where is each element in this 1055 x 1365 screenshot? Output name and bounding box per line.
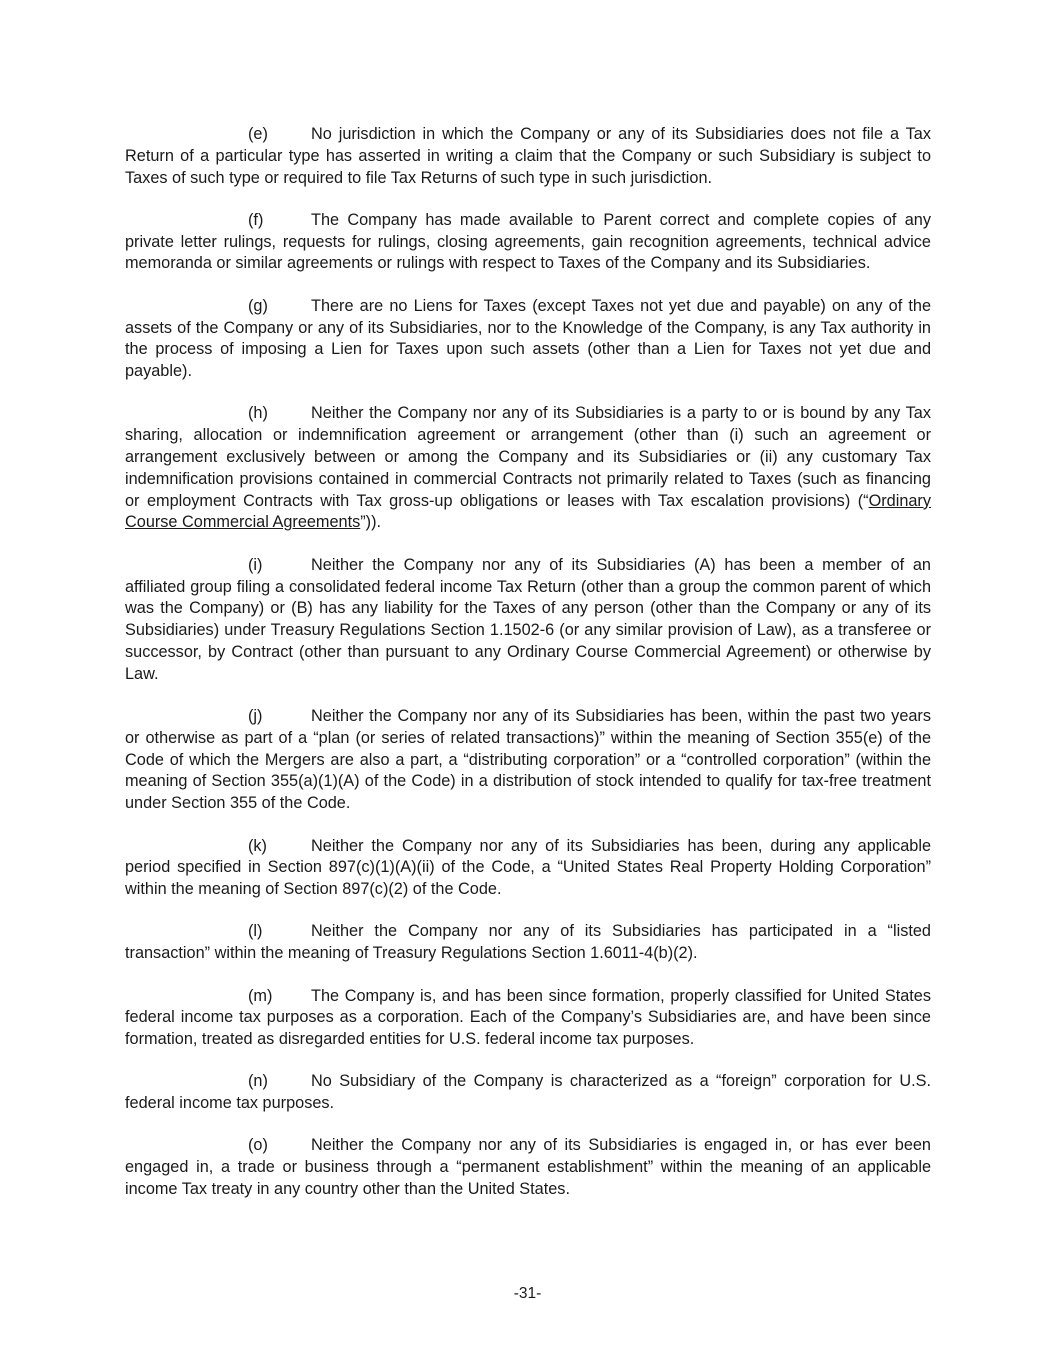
paragraph-m	[125, 986, 931, 1051]
paragraph-h	[125, 403, 931, 534]
paragraph-label: (h)	[248, 404, 268, 423]
paragraph-label: (i)	[248, 555, 263, 574]
paragraph-f	[125, 210, 931, 275]
paragraph-label: (j)	[248, 707, 263, 726]
paragraph-label: (l)	[248, 922, 263, 941]
paragraph-text: No jurisdiction in which the Company or any of its Subsidiaries does not file a Tax Return of a particular type has asserted in writing a claim that the Company or such Subsidiary is subject to Taxes of such type or required to file Tax Returns of such type in such jurisdiction.	[125, 125, 931, 187]
paragraph-text: There are no Liens for Taxes (except Taxes not yet due and payable) on any of the assets of the Company or any of its Subsidiaries, nor to the Knowledge of the Company, is any Tax authority in the process of imposing a Lien for Taxes upon such assets (other than a Lien for Taxes not yet due and payable).	[125, 296, 931, 381]
paragraph-text: Neither the Company nor any of its Subsidiaries has been, during any applicable period specified in Section 897(c)(1)(A)(ii) of the Code, a “United States Real Property Holding Corporation” within the meaning of Section 897(c)(2) of the Code.	[125, 836, 931, 899]
paragraph-o	[125, 1135, 931, 1200]
paragraph-j	[125, 706, 931, 815]
defined-term: Ordinary Course Commercial Agreements	[125, 491, 931, 532]
paragraph-text: Neither the Company nor any of its Subsidiaries (A) has been a member of an affiliated group filing a consolidated federal income Tax Return (other than a group the common parent of which was the Company) or (B) has any liability for the Taxes of any person (other than the Company or any of its Subsidiaries) under Treasury Regulations Section 1.1502-6 (or any similar provision of Law), as a transferee or successor, by Contract (other than pursuant to any Ordinary Course Commercial Agreement) or otherwise by Law.	[125, 555, 931, 683]
paragraph-text: Neither the Company nor any of its Subsidiaries has been, within the past two years or otherwise as part of a “plan (or series of related transactions)” within the meaning of Section 355(e) of the Code of which the Mergers are also a part, a “distributing corporation” or a “controlled corporation” (within the meaning of Section 355(a)(1)(A) of the Code) in a distribution of stock intended to qualify for tax-free treatment under Section 355 of the Code.	[125, 707, 931, 813]
paragraph-g	[125, 296, 931, 383]
paragraph-i	[125, 555, 931, 686]
paragraph-n	[125, 1071, 931, 1115]
paragraph-label: (o)	[248, 1136, 268, 1155]
paragraph-e	[125, 124, 931, 189]
paragraph-label: (m)	[248, 986, 273, 1005]
paragraph-label: (g)	[248, 296, 268, 315]
paragraph-l	[125, 921, 931, 965]
paragraph-text: Neither the Company nor any of its Subsidiaries is engaged in, or has ever been engaged in, a trade or business through a “permanent establishment” within the meaning of an applicable income Tax treaty in any country other than the United States.	[125, 1136, 931, 1199]
page-number: -31-	[513, 1285, 542, 1302]
paragraph-text-after: ”)).	[360, 513, 382, 532]
paragraph-label: (f)	[248, 210, 264, 229]
paragraph-text: The Company is, and has been since formation, properly classified for United States federal income tax purposes as a corporation. Each of the Company’s Subsidiaries are, and have been since formation, treated as disregarded entities for U.S. federal income tax purposes.	[125, 986, 931, 1049]
paragraph-text: Neither the Company nor any of its Subsidiaries has participated in a “listed transaction” within the meaning of Treasury Regulations Section 1.6011-4(b)(2).	[125, 922, 931, 963]
paragraph-label: (e)	[248, 125, 268, 143]
paragraph-text: Neither the Company nor any of its Subsidiaries is a party to or is bound by any Tax sharing, allocation or indemnification agreement or arrangement (other than (i) such an agreement or arrangement exclusively between or among the Company and its Subsidiaries or (ii) any customary Tax indemnification provisions contained in commercial Contracts not primarily related to Taxes (such as financing or employment Contracts with Tax gross-up obligations or leases with Tax escalation provisions) (“	[125, 404, 931, 510]
document-body	[125, 124, 931, 1221]
paragraph-label: (n)	[248, 1072, 268, 1091]
paragraph-text: No Subsidiary of the Company is characterized as a “foreign” corporation for U.S. federal income tax purposes.	[125, 1072, 931, 1113]
paragraph-text: The Company has made available to Parent correct and complete copies of any private letter rulings, requests for rulings, closing agreements, gain recognition agreements, technical advice memoranda or similar agreements or rulings with respect to Taxes of the Company and its Subsidiaries.	[125, 210, 931, 273]
paragraph-label: (k)	[248, 836, 267, 855]
paragraph-k	[125, 836, 931, 901]
